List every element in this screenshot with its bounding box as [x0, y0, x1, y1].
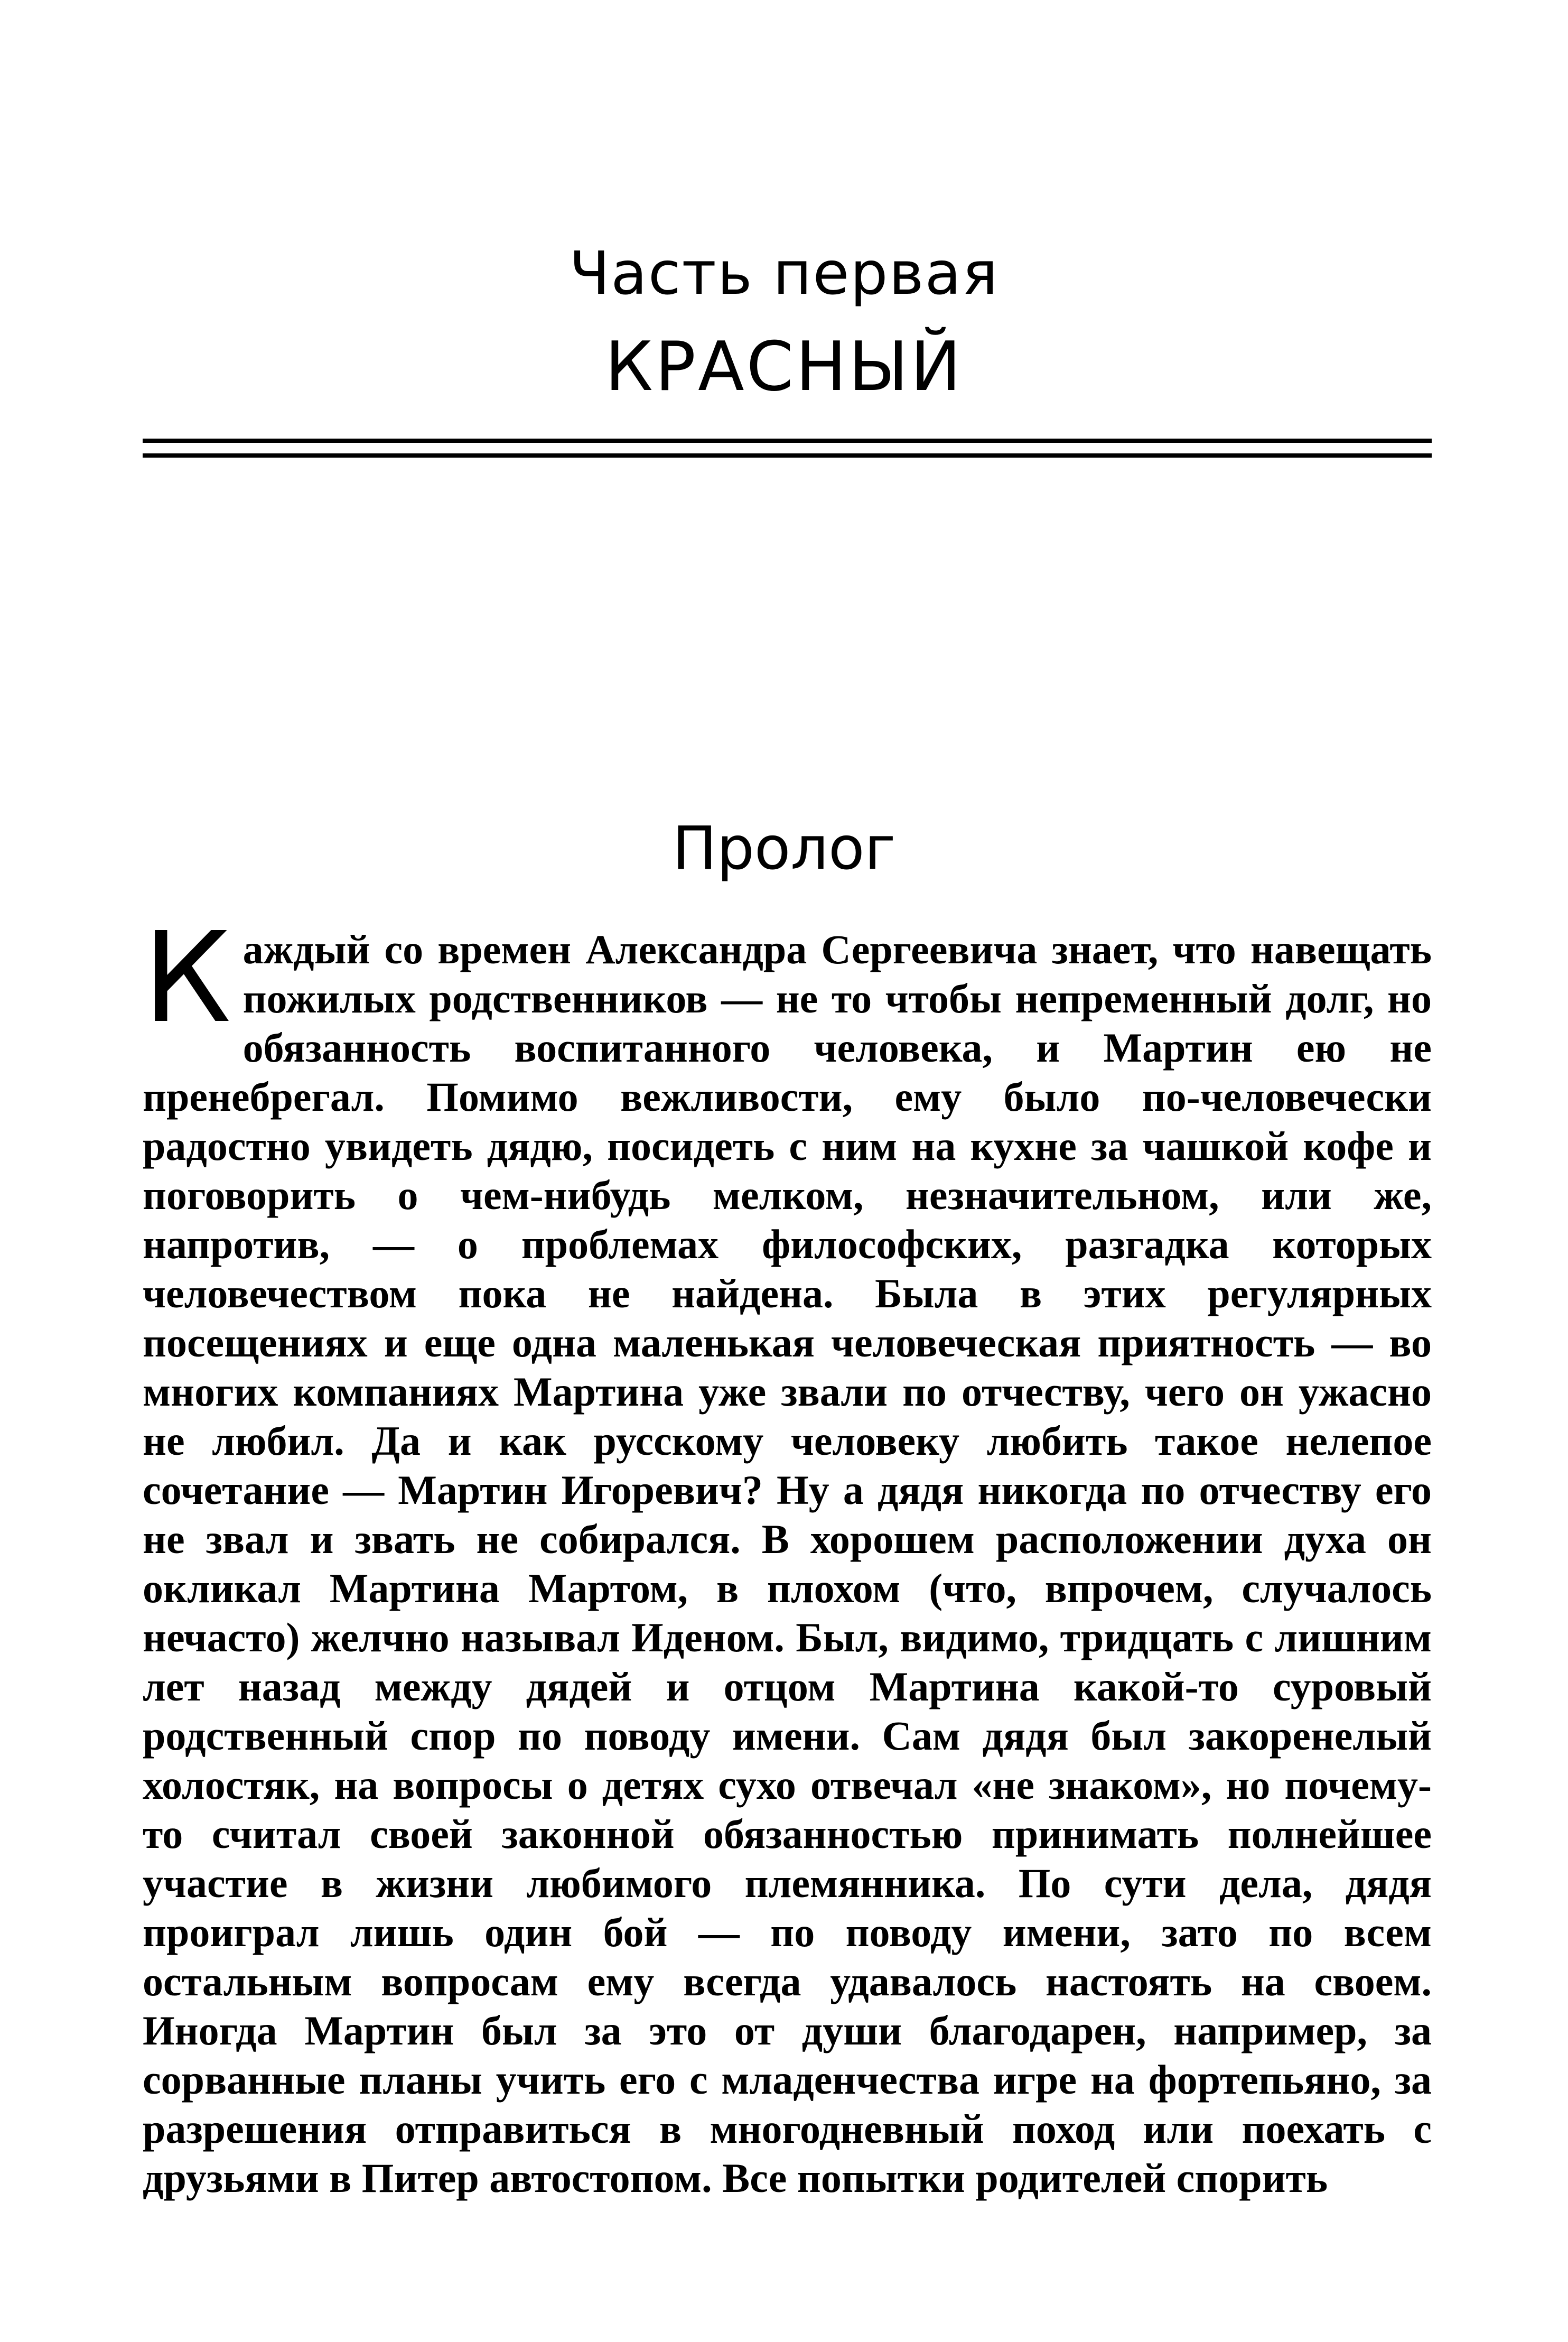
body-paragraph	[143, 905, 1432, 2202]
part-title: Часть первая	[569, 239, 999, 308]
double-rule-bottom	[143, 453, 1432, 458]
part-name: КРАСНЫЙ	[605, 328, 963, 406]
paragraph-text: аждый со времен Александра Сергеевича знает, что навещать пожилых родственников — не то чтобы непременный долг, но обязанность воспитанного человека, и Мартин ею не пренебрегал. Помимо вежливости, ему было по-человечески радостно увидеть дядю, посидеть с ним на кухне за чашкой кофе и поговорить о чем-нибудь мелком, незначительном, или же, напротив, — о проблемах философских, разгадка которых человечеством пока не найдена. Была в этих регулярных посещениях и еще одна маленькая человеческая приятность — во многих компаниях Мартина уже звали по отчеству, чего он ужасно не любил. Да и как русскому человеку любить такое нелепое сочетание — Мартин Игоревич? Ну а дядя никогда по отчеству его не звал и звать не собирался. В хорошем расположении духа он окликал Мартина Мартом, в плохом (что, впрочем, случалось нечасто) желчно называл Иденом. Был, видимо, тридцать с лишним лет назад между дядей и отцом Мартина какой-то суровый родственный спор по поводу имени. Сам дядя был закоренелый холостяк, на вопросы о детях сухо отвечал «не знаком», но почему-то считал своей законной обязанностью принимать полнейшее участие в жизни любимого племянника. По сути дела, дядя проиграл лишь один бой — по поводу имени, зато по всем остальным вопросам ему всегда удавалось настоять на своем. Иногда Мартин был за это от души благодарен, например, за сорванные планы учить его с младенчества игре на фортепьяно, за разрешения отправиться в многодневный поход или поехать с друзьями в Питер автостопом. Все попытки родителей спорить	[143, 926, 1432, 2201]
drop-cap: К	[143, 905, 231, 1051]
paragraph	[143, 905, 1432, 2202]
double-rule-top	[143, 439, 1432, 443]
chapter-title: Пролог	[672, 814, 896, 883]
